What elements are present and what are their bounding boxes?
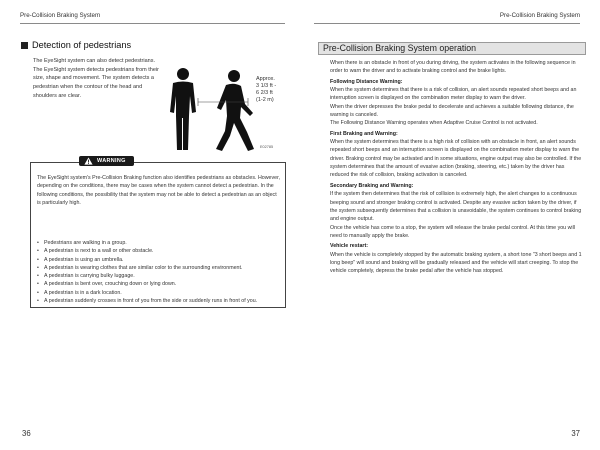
standing-pedestrian-icon — [170, 68, 196, 150]
running-header-right: Pre-Collision Braking System — [499, 12, 580, 19]
warning-badge — [79, 156, 134, 166]
list-item: • A pedestrian is next to a wall or other obstacle. — [37, 247, 281, 255]
first-braking-text: When the system determines that there is a high risk of collision with an obstacle in front, an alert sounds repeated short beeps and an interruption screen is displayed on the combination meter display to warn the driver. Braking control may be activated and in some situations, engine output may also be controlled. If the system determines that the amount of evasive action (braking, steering, etc.) taken by the driver has reduced the risk of collision, braking activation is canceled. — [330, 139, 582, 179]
pedestrian-intro-text: The EyeSight system can also detect pedestrians. The EyeSight system detects pedestrians from their size, shape and movement. The system detects a pedestrian when the contour of the head and shoulders are clear. — [33, 58, 159, 99]
first-braking-heading: First Braking and Warning: — [330, 130, 398, 137]
vehicle-restart-text: When the vehicle is completely stopped by the automatic braking system, a short tone "3 short beeps and 1 long beep" will sound and braking will be gradually released and the vehicle will start creeping. To stop the vehicle completely, depress the brake pedal after the vehicle has stopped. — [330, 251, 582, 275]
distance-warning-heading: Following Distance Warning: — [330, 78, 403, 85]
right-page — [300, 0, 600, 450]
figure-code: E02785 — [260, 145, 274, 149]
distance-warning-text: When the driver depresses the brake pedal to decelerate and achieves a suitable following distance, the warning is canceled. — [330, 103, 574, 119]
section-heading-pedestrians — [21, 40, 131, 50]
list-item: • A pedestrian is carrying bulky luggage. — [37, 272, 281, 280]
page-number-right: 37 — [571, 429, 580, 438]
section-heading-text: Detection of pedestrians — [32, 40, 132, 50]
distance-label-line: 6 2/3 ft — [256, 90, 273, 96]
vehicle-restart-heading: Vehicle restart: — [330, 243, 368, 250]
square-bullet-icon — [21, 42, 28, 49]
list-item: • A pedestrian is in a dark location. — [37, 289, 281, 297]
warning-triangle-icon — [84, 157, 93, 165]
warning-label: WARNING — [97, 158, 126, 164]
list-item: • A pedestrian suddenly crosses in front of you from the side or suddenly runs in front of you. — [37, 297, 281, 305]
warning-lead-text: The EyeSight system's Pre-Collision Braking function also identifies pedestrians as obstacles. However, depending on the conditions, there may be cases when the system cannot detect a pedestrian. In the following conditions, the possibility that the system may not be able to detect a pedestrian as an object is particularly high. — [37, 175, 281, 206]
secondary-braking-text: Once the vehicle has come to a stop, the system will release the brake pedal control. At this time you will need to manually apply the brake. — [330, 224, 575, 239]
distance-warning-text: The Following Distance Warning operates when Adaptive Cruise Control is not activated. — [330, 120, 538, 127]
distance-label-line: 3 1/3 ft - — [256, 83, 277, 89]
operation-intro-text: When there is an obstacle in front of you during driving, the system activates in the following sequence in order to warn the driver and to activate braking control and the brake lights. — [330, 60, 576, 75]
distance-bracket — [197, 98, 249, 106]
distance-label-line: Approx. — [256, 76, 275, 82]
warning-conditions-list — [37, 239, 281, 305]
running-header-left: Pre-Collision Braking System — [20, 12, 101, 19]
warning-box — [30, 158, 286, 308]
list-item: • A pedestrian is using an umbrella. — [37, 256, 281, 264]
secondary-braking-heading: Secondary Braking and Warning: — [330, 182, 414, 189]
list-item: • Pedestrians are walking in a group. — [37, 239, 281, 247]
secondary-braking-text: If the system then determines that the risk of collision is extremely high, the alert changes to a continuous beeping sound and stronger braking control is activated. Despite any evasive action taken by the driver, if the system subsequently determines that a collision is unavoidable, the system continues to control braking and engine output. — [330, 191, 582, 223]
list-item: • A pedestrian is bent over, crouching down or lying down. — [37, 280, 281, 288]
header-rule-right — [314, 23, 580, 24]
header-rule-left — [20, 23, 285, 24]
distance-label — [256, 76, 276, 104]
distance-label-line: (1-2 m) — [256, 97, 274, 103]
page-number-left: 36 — [22, 429, 31, 438]
distance-warning-text: When the system determines that there is a risk of collision, an alert sounds repeated short beeps and an interruption screen is displayed on the combination meter display to warn the driver. — [330, 87, 577, 102]
list-item: • A pedestrian is wearing clothes that are similar color to the surrounding environment. — [37, 264, 281, 272]
section-title-operation: Pre-Collision Braking System operation — [318, 42, 586, 55]
operation-body — [330, 59, 584, 276]
walking-pedestrian-icon — [216, 70, 254, 151]
